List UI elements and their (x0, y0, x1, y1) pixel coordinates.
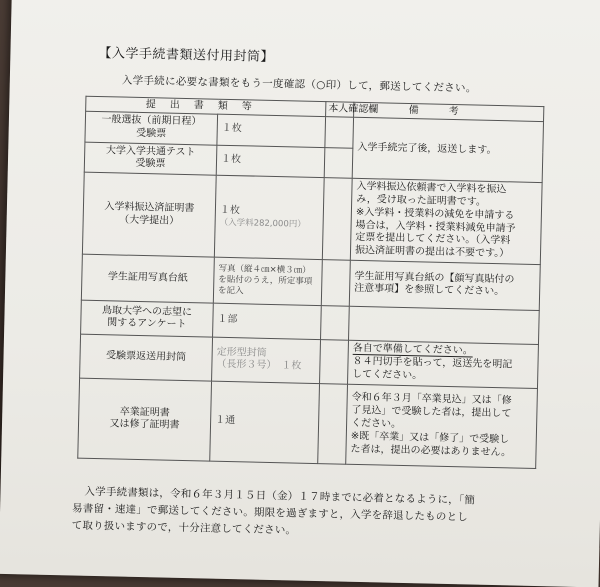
header-check: 本人確認欄 (326, 102, 354, 118)
header-remarks: 備考 (354, 102, 544, 121)
doc-name-line: 一般選抜（前期日程） (101, 114, 202, 128)
doc-remark-line: た者は，提出の必要はありません。 (350, 443, 512, 459)
doc-name-cell (81, 300, 214, 337)
doc-quantity-line: 定形型封筒 (216, 346, 267, 359)
doc-remark-line: ８４円切手を貼って，返送先を明記 (352, 355, 513, 371)
doc-quantity: １部 (217, 313, 238, 326)
doc-name-cell (78, 378, 212, 461)
doc-name-line: 受験票 (136, 127, 167, 140)
doc-remark-cell (349, 260, 540, 310)
doc-remark-line: 令和６年３月「卒業見込」又は「修 (351, 392, 512, 407)
doc-remark-line: ください。 (350, 417, 402, 431)
header-documents: 提出書類等 (86, 96, 326, 116)
doc-name-cell (81, 254, 214, 303)
doc-quantity-line: （長形３号） １枚 (216, 359, 302, 373)
doc-remark-cell (350, 178, 542, 264)
doc-remark-line: 振込済証明書の提出は不要です。） (354, 245, 510, 260)
check-box-cell[interactable] (325, 117, 354, 148)
doc-quantity-cell (217, 114, 326, 147)
doc-quantity-cell (216, 145, 325, 178)
doc-remark-line: 注意事項】を参照してください。 (354, 283, 505, 298)
doc-quantity-line: を貼付のうえ，所定事項 (218, 274, 313, 287)
doc-remark-cell (348, 340, 539, 388)
doc-name-line: 受験票 (135, 158, 166, 170)
doc-quantity-note: （入学料282,000円） (219, 217, 306, 230)
footer-line: 入学手続書類は，令和６年３月１５日（金）１７時までに必着となるように，「簡 (84, 485, 476, 507)
doc-remark-line: み，受け取った証明書です。 (356, 193, 487, 208)
doc-name-line: 関するアンケート (107, 317, 187, 331)
doc-name-line: 学生証用写真台紙 (107, 271, 188, 285)
doc-remark-line: 定票を提出してください。（入学料 (355, 232, 511, 247)
doc-name-cell (85, 111, 218, 145)
doc-quantity-cell (213, 303, 322, 339)
doc-name-line: （大学提出） (119, 214, 180, 227)
doc-name-line: 鳥取大学への志望に (101, 304, 193, 318)
doc-name-line: 受験票返送用封筒 (105, 350, 187, 364)
check-box-cell[interactable] (322, 178, 352, 260)
doc-remark-line: ※既「卒業」又は「修了」で受験し (350, 430, 510, 446)
document-heading: 【入学手続書類送付用封筒】 (98, 45, 275, 65)
doc-name-line: 大学入学共通テスト (105, 144, 196, 158)
doc-remark-cell (349, 306, 540, 344)
table-row (82, 172, 542, 264)
doc-quantity: １枚 (219, 204, 241, 216)
doc-remark-line: 入学手続完了後，返送します。 (357, 141, 497, 156)
check-box-cell[interactable] (320, 340, 349, 385)
doc-quantity-cell (214, 175, 324, 259)
doc-remark-line: してください。 (352, 368, 423, 382)
doc-quantity-line: 写真（縦４㎝×横３㎝） (218, 263, 311, 277)
table-row (78, 378, 538, 468)
doc-remark-line: 了見込」で受験した者は，提出して (351, 405, 512, 420)
check-box-cell[interactable] (321, 260, 350, 307)
footer-line: て取り扱いますので，十分注意してください。 (71, 519, 297, 537)
doc-quantity: １枚 (221, 123, 242, 135)
doc-quantity: １枚 (220, 153, 242, 166)
doc-remark-line: 入学料振込依頼書で入学料を振込 (356, 181, 507, 196)
doc-quantity: １通 (215, 414, 236, 427)
doc-remark-line: 各自で準備してください。 (352, 343, 473, 357)
check-box-cell[interactable] (324, 147, 353, 178)
doc-remark-cell (352, 117, 543, 182)
doc-quantity-cell (212, 337, 321, 383)
doc-name-line: 又は修了証明書 (109, 418, 180, 432)
doc-remark-line: 学生証用写真台紙の【顔写真貼付の (354, 270, 515, 286)
doc-name-cell (84, 142, 217, 176)
check-box-cell[interactable] (318, 384, 348, 465)
footer-notice (72, 484, 543, 546)
check-box-cell[interactable] (321, 306, 350, 341)
doc-quantity-cell (210, 381, 320, 463)
doc-remark-cell (346, 384, 538, 468)
footer-line: 易書留・速達」で郵送してください。期限を過ぎますと，入学を辞退したものとし (71, 502, 469, 524)
doc-quantity-cell (213, 257, 322, 305)
doc-name-cell (82, 172, 216, 257)
doc-name-line: 入学料振込済証明書 (104, 200, 195, 214)
doc-name-line: 卒業証明書 (119, 406, 170, 419)
doc-name-cell (80, 334, 213, 381)
doc-remark-line: ※入学料・授業料の減免を申請する (355, 206, 515, 222)
instruction-text: 入学手続に必要な書類をもう一度確認（○印）して，郵送してください。 (121, 74, 477, 95)
doc-quantity-line: を記入 (217, 285, 244, 297)
documents-table (77, 96, 544, 469)
doc-remark-line: 場合は，入学料・授業料減免申請予 (355, 219, 516, 235)
